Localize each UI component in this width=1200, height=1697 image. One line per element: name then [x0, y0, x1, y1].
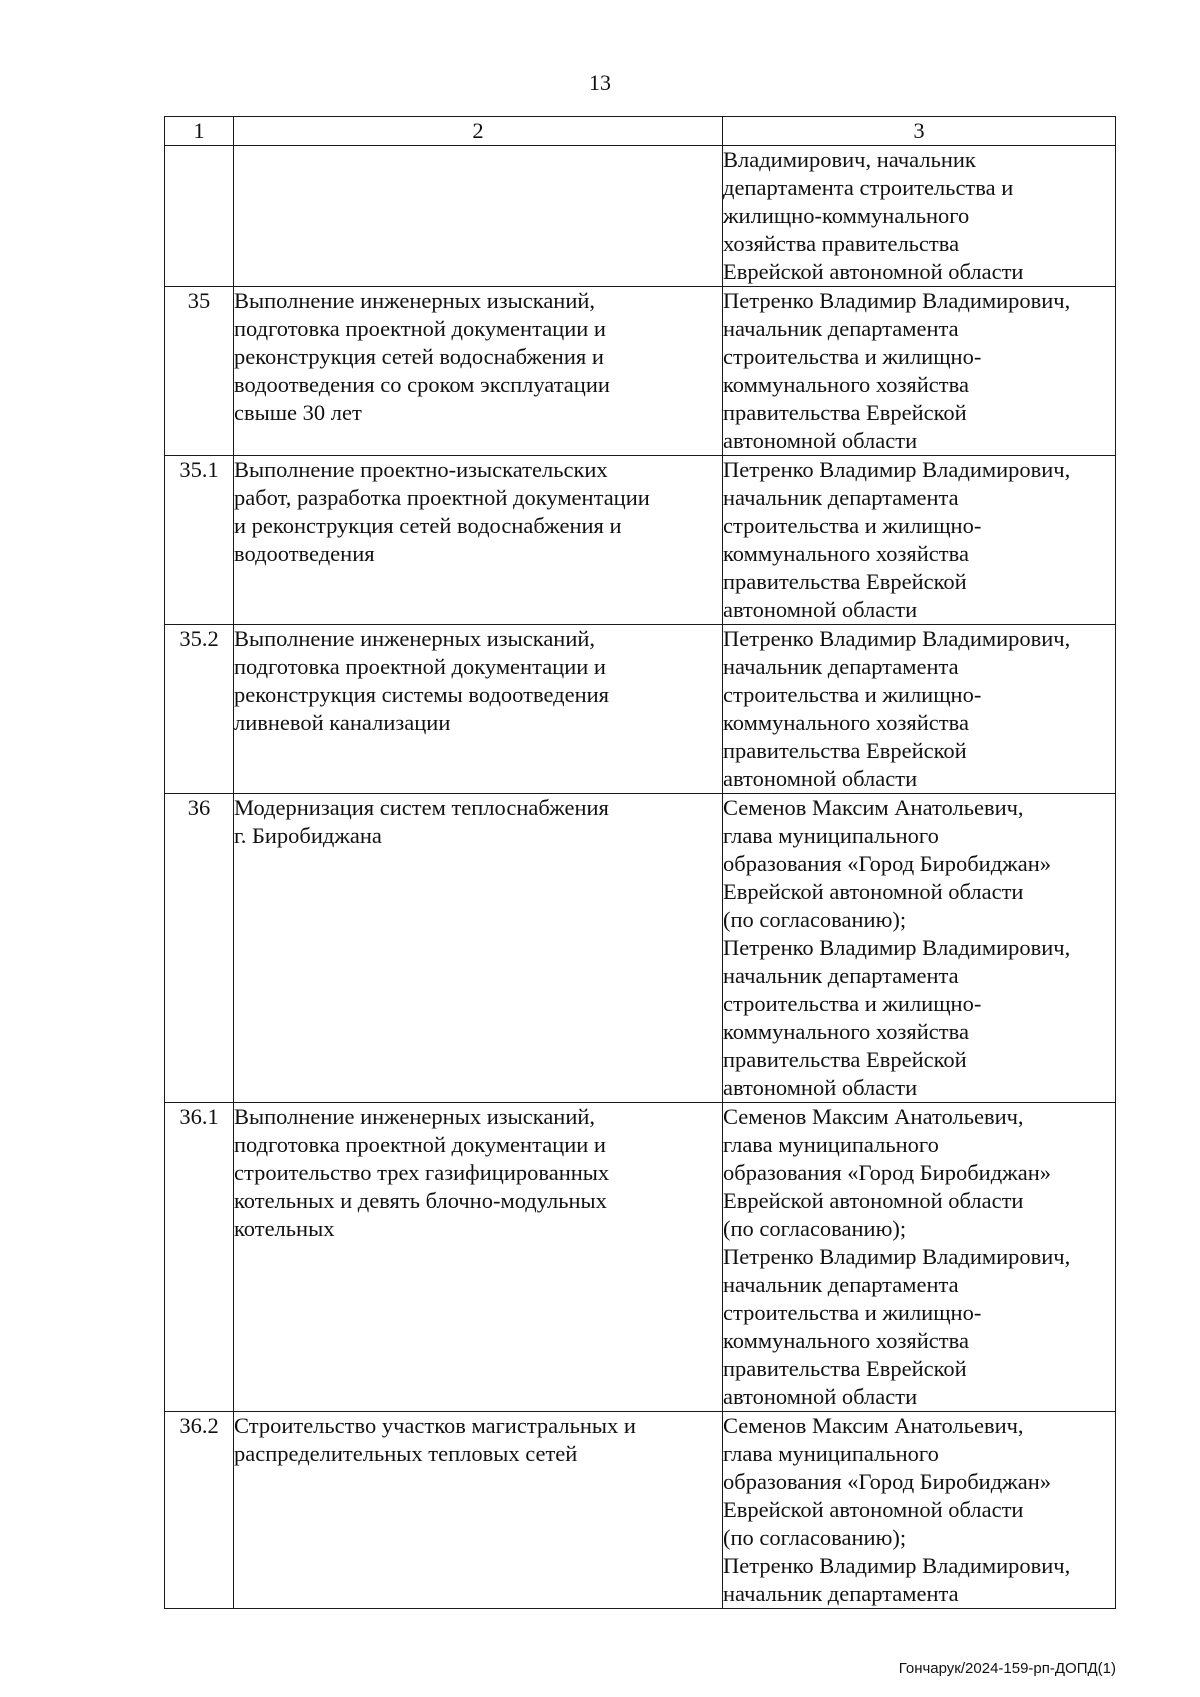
responsible-cell: [723, 625, 1116, 794]
responsible-line: строительства и жилищно-: [723, 1300, 982, 1325]
responsible-line: автономной области: [723, 766, 918, 791]
responsible-line: строительства и жилищно-: [723, 682, 982, 707]
row-number: 36.2: [165, 1412, 234, 1609]
row-number: 36.1: [165, 1103, 234, 1412]
responsible-line: глава муниципального: [723, 1132, 939, 1157]
responsible-line: начальник департамента: [723, 654, 959, 679]
activity-name-line: Выполнение инженерных изысканий,: [234, 1104, 596, 1129]
responsible-line: коммунального хозяйства: [723, 1019, 969, 1044]
responsible-line: автономной области: [723, 1384, 918, 1409]
activity-name-line: ливневой канализации: [234, 710, 451, 735]
responsible-line: правительства Еврейской: [723, 1047, 967, 1072]
responsible-line: автономной области: [723, 597, 918, 622]
responsible-line: правительства Еврейской: [723, 738, 967, 763]
responsible-line: (по согласованию);: [723, 1525, 907, 1550]
activity-name-line: Выполнение проектно-изыскательских: [234, 457, 608, 482]
responsible-line: Петренко Владимир Владимирович,: [723, 288, 1071, 313]
row-number: 35: [165, 287, 234, 456]
responsible-line: Еврейской автономной области: [723, 259, 1024, 284]
responsible-line: строительства и жилищно-: [723, 344, 982, 369]
row-number: 35.1: [165, 456, 234, 625]
activity-name-cell: [234, 287, 723, 456]
responsible-line: Еврейской автономной области: [723, 879, 1024, 904]
responsible-line: Семенов Максим Анатольевич,: [723, 1104, 1024, 1129]
activity-name-line: Строительство участков магистральных и: [234, 1413, 636, 1438]
activity-name-line: котельных и девять блочно-модульных: [234, 1188, 607, 1213]
responsible-cell: [723, 287, 1116, 456]
responsible-line: правительства Еврейской: [723, 569, 967, 594]
table-row: [165, 794, 1116, 1103]
responsible-line: начальник департамента: [723, 316, 959, 341]
activity-name-line: подготовка проектной документации и: [234, 654, 606, 679]
responsible-line: правительства Еврейской: [723, 1356, 967, 1381]
table-header-row: [165, 117, 1116, 146]
responsible-line: строительства и жилищно-: [723, 991, 982, 1016]
responsible-line: Петренко Владимир Владимирович,: [723, 1553, 1071, 1578]
responsible-line: начальник департамента: [723, 1272, 959, 1297]
responsible-line: Петренко Владимир Владимирович,: [723, 626, 1071, 651]
activity-name-cell: [234, 1412, 723, 1609]
responsible-line: Владимирович, начальник: [723, 147, 976, 172]
responsible-line: начальник департамента: [723, 1581, 959, 1606]
row-number: 36: [165, 794, 234, 1103]
page-number: 13: [589, 70, 611, 95]
responsible-cell: [723, 1412, 1116, 1609]
row-number: [165, 146, 234, 287]
table-row: [165, 1412, 1116, 1609]
responsible-line: Петренко Владимир Владимирович,: [723, 1244, 1071, 1269]
activity-name-line: Выполнение инженерных изысканий,: [234, 626, 596, 651]
responsible-cell: [723, 1103, 1116, 1412]
responsible-line: (по согласованию);: [723, 907, 907, 932]
table-row: [165, 287, 1116, 456]
activity-name-line: реконструкция сетей водоснабжения и: [234, 344, 604, 369]
table-body: [165, 146, 1116, 1609]
responsible-line: Семенов Максим Анатольевич,: [723, 795, 1024, 820]
responsible-line: правительства Еврейской: [723, 400, 967, 425]
activity-name-cell: [234, 146, 723, 287]
activity-name-cell: [234, 456, 723, 625]
table-row: [165, 625, 1116, 794]
table-row: [165, 456, 1116, 625]
activity-name-line: распределительных тепловых сетей: [234, 1441, 578, 1466]
activity-name-line: котельных: [234, 1216, 335, 1241]
table-row: [165, 146, 1116, 287]
activity-name-line: и реконструкция сетей водоснабжения и: [234, 513, 622, 538]
column-header-activity: 2: [234, 117, 723, 146]
responsible-line: жилищно-коммунального: [723, 203, 970, 228]
responsible-line: коммунального хозяйства: [723, 541, 969, 566]
responsible-line: образования «Город Биробиджан»: [723, 1160, 1051, 1185]
responsible-line: департамента строительства и: [723, 175, 1014, 200]
activity-name-line: водоотведения: [234, 541, 375, 566]
activity-name-cell: [234, 1103, 723, 1412]
column-header-responsible: 3: [723, 117, 1116, 146]
responsible-line: Петренко Владимир Владимирович,: [723, 935, 1071, 960]
responsible-line: глава муниципального: [723, 823, 939, 848]
activity-name-line: Модернизация систем теплоснабжения: [234, 795, 609, 820]
responsible-line: строительства и жилищно-: [723, 513, 982, 538]
responsible-line: Еврейской автономной области: [723, 1188, 1024, 1213]
activity-name-cell: [234, 625, 723, 794]
document-code: Гончарук/2024-159-рп-ДОПД(1): [898, 1660, 1116, 1677]
responsible-cell: [723, 456, 1116, 625]
activity-name-line: реконструкция системы водоотведения: [234, 682, 610, 707]
activity-name-line: г. Биробиджана: [234, 823, 382, 848]
responsible-line: образования «Город Биробиджан»: [723, 1469, 1051, 1494]
table-row: [165, 1103, 1116, 1412]
activity-name-line: свыше 30 лет: [234, 400, 362, 425]
responsible-line: коммунального хозяйства: [723, 710, 969, 735]
responsible-line: начальник департамента: [723, 963, 959, 988]
responsible-line: коммунального хозяйства: [723, 1328, 969, 1353]
activity-name-line: Выполнение инженерных изысканий,: [234, 288, 596, 313]
activity-name-cell: [234, 794, 723, 1103]
responsible-cell: [723, 794, 1116, 1103]
activity-name-line: водоотведения со сроком эксплуатации: [234, 372, 610, 397]
row-number: 35.2: [165, 625, 234, 794]
responsible-line: автономной области: [723, 428, 918, 453]
activity-name-line: работ, разработка проектной документации: [234, 485, 650, 510]
responsible-line: коммунального хозяйства: [723, 372, 969, 397]
responsible-line: глава муниципального: [723, 1441, 939, 1466]
responsible-line: начальник департамента: [723, 485, 959, 510]
column-header-number: 1: [165, 117, 234, 146]
activity-name-line: подготовка проектной документации и: [234, 1132, 606, 1157]
responsibility-table: [164, 116, 1116, 1609]
responsible-cell: [723, 146, 1116, 287]
responsible-line: (по согласованию);: [723, 1216, 907, 1241]
responsible-line: Семенов Максим Анатольевич,: [723, 1413, 1024, 1438]
responsible-line: хозяйства правительства: [723, 231, 960, 256]
responsible-line: Еврейской автономной области: [723, 1497, 1024, 1522]
responsible-line: Петренко Владимир Владимирович,: [723, 457, 1071, 482]
activity-name-line: строительство трех газифицированных: [234, 1160, 610, 1185]
responsible-line: образования «Город Биробиджан»: [723, 851, 1051, 876]
responsible-line: автономной области: [723, 1075, 918, 1100]
activity-name-line: подготовка проектной документации и: [234, 316, 606, 341]
